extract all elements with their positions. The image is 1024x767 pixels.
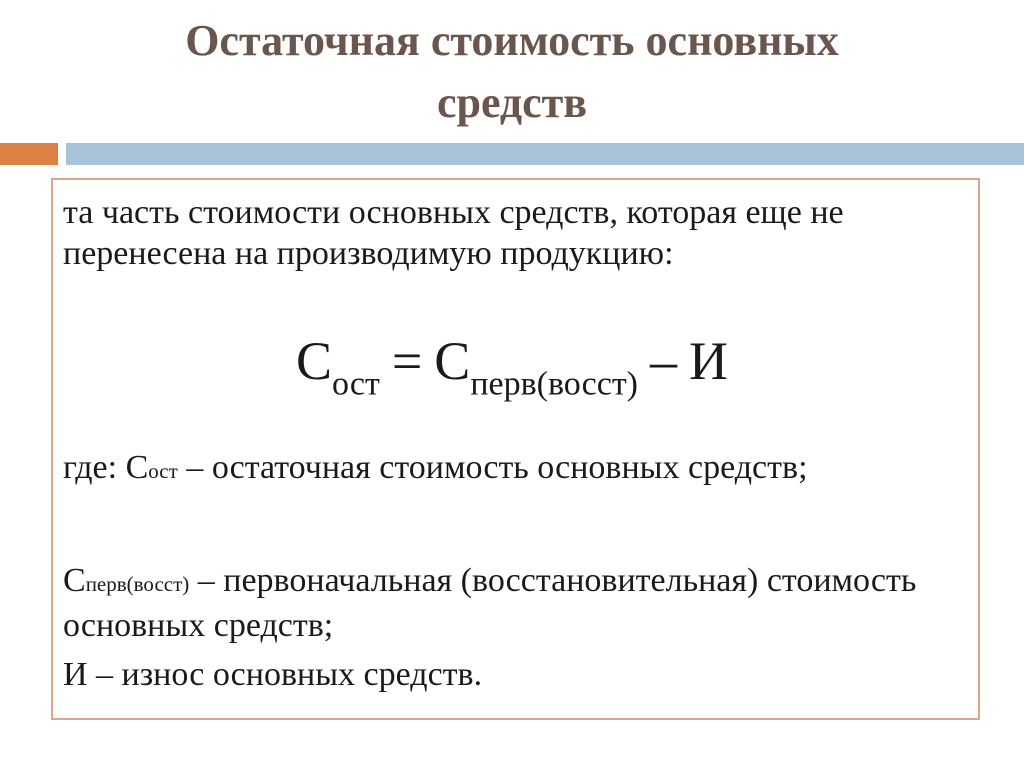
- formula-minus: –: [650, 331, 678, 391]
- formula: [0, 323, 1024, 422]
- formula-lhs-letter: С: [295, 331, 333, 391]
- slide-title: [0, 10, 1024, 134]
- sost-letter: С: [125, 449, 149, 486]
- formula-rhs-letter: С: [434, 331, 471, 391]
- sperv-description: – первоначальная (восстановительная) стоимость основных средств;: [63, 562, 917, 644]
- accent-bar-orange: [0, 143, 58, 165]
- sperv-letter: С: [63, 562, 86, 599]
- definition-sost: [63, 447, 963, 492]
- definition-intro: та часть стоимости основных средств, которая еще не перенесена на производимую продукцию:: [63, 194, 844, 272]
- sost-subscript: ост: [148, 459, 178, 483]
- title-line-1: Остаточная стоимость основных: [185, 16, 839, 65]
- accent-bar-blue: [66, 143, 1024, 165]
- sost-description: – остаточная стоимость основных средств;: [177, 449, 808, 486]
- where-prefix: где:: [63, 449, 126, 486]
- formula-lhs-subscript: ост: [332, 365, 380, 403]
- sperv-subscript: перв(восст): [85, 572, 190, 596]
- definition-iznos: И – износ основных средств.: [63, 656, 483, 693]
- formula-equals: =: [391, 331, 423, 391]
- definition-sperv: [63, 560, 963, 646]
- formula-term: И: [689, 331, 729, 391]
- formula-rhs-subscript: перв(восст): [470, 365, 639, 403]
- title-line-2: средств: [436, 78, 588, 127]
